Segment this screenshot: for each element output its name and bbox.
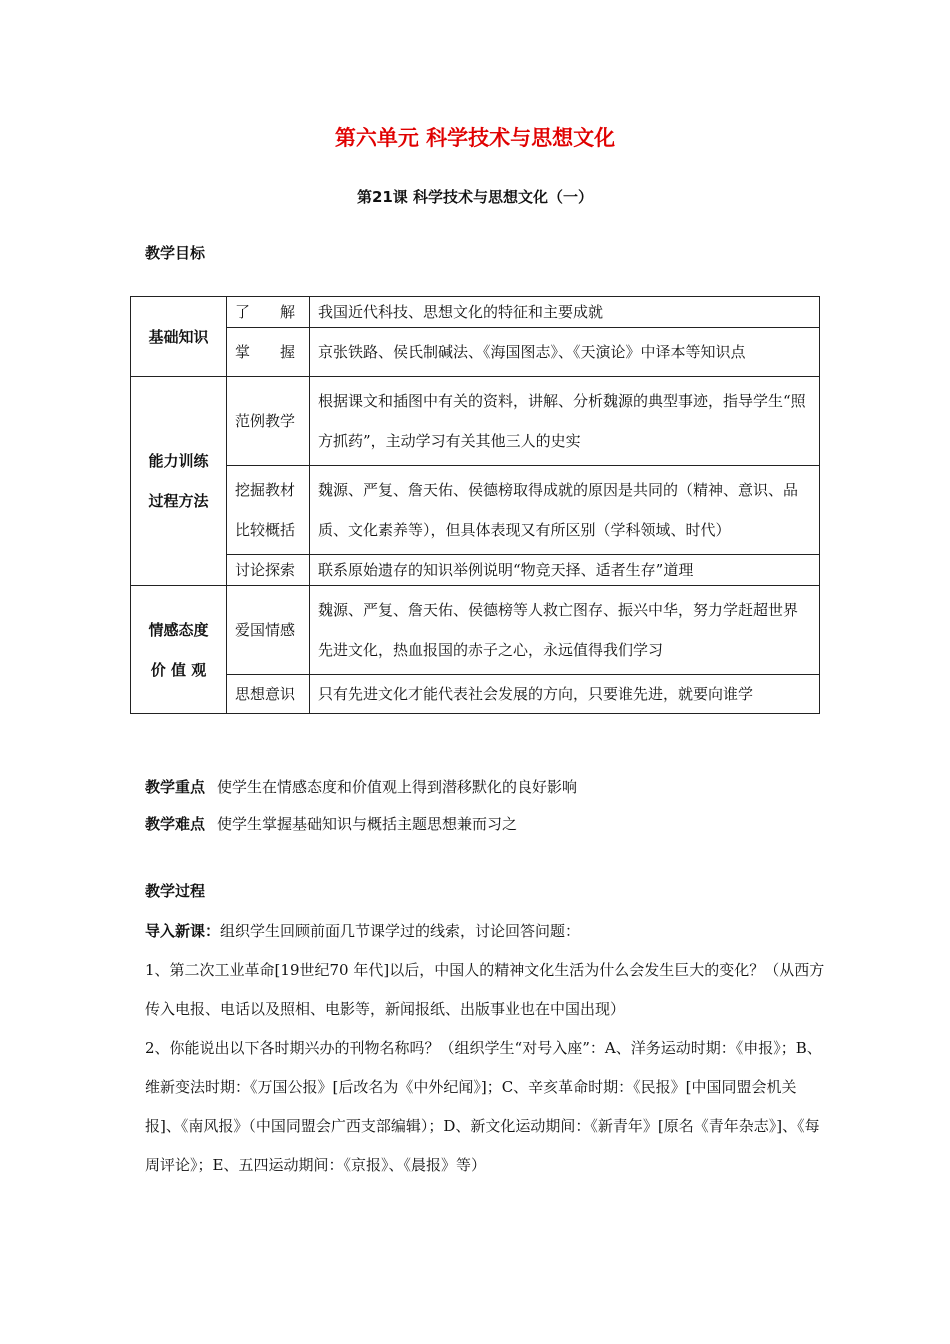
intro-paragraph — [145, 912, 825, 951]
category-line: 能力训练 — [148, 452, 209, 470]
row-label: 讨论探索 — [227, 555, 310, 586]
category-emotion-values — [131, 586, 227, 714]
teaching-goals-table — [130, 296, 820, 714]
table-row — [131, 586, 820, 675]
row-label: 爱国情感 — [227, 586, 310, 675]
label-line: 挖掘教材 — [235, 481, 296, 499]
row-label — [227, 466, 310, 555]
unit-title: 第六单元 科学技术与思想文化 — [334, 126, 616, 150]
difficult-point — [145, 813, 517, 834]
table-row — [131, 377, 820, 466]
row-text: 联系原始遗存的知识举例说明“物竞天择、适者生存”道理 — [310, 555, 820, 586]
row-text: 我国近代科技、思想文化的特征和主要成就 — [310, 297, 820, 328]
teaching-process — [145, 912, 825, 1185]
row-label: 思想意识 — [227, 675, 310, 714]
difficult-point-label: 教学难点 — [145, 815, 206, 833]
goals-heading: 教学目标 — [145, 244, 206, 262]
key-point-text: 使学生在情感态度和价值观上得到潜移默化的良好影响 — [217, 778, 578, 796]
category-line: 价 值 观 — [150, 660, 207, 679]
difficult-point-text: 使学生掌握基础知识与概括主题思想兼而习之 — [217, 815, 518, 833]
category-ability-training — [131, 377, 227, 586]
table-row — [131, 328, 820, 377]
key-point — [145, 776, 577, 797]
process-heading: 教学过程 — [145, 882, 206, 900]
table-row — [131, 297, 820, 328]
category-line: 情感态度 — [148, 620, 209, 639]
table-row — [131, 466, 820, 555]
table-row — [131, 675, 820, 714]
row-label: 了 解 — [227, 297, 310, 328]
key-point-label: 教学重点 — [145, 778, 206, 796]
row-text: 根据课文和插图中有关的资料，讲解、分析魏源的典型事迹，指导学生“照方抓药”，主动学习有关其他三人的史实 — [310, 377, 820, 466]
row-text: 只有先进文化才能代表社会发展的方向，只要谁先进，就要向谁学 — [310, 675, 820, 714]
category-basic-knowledge: 基础知识 — [131, 297, 227, 377]
intro-label: 导入新课： — [145, 922, 221, 940]
label-line: 比较概括 — [235, 521, 296, 539]
row-label: 范例教学 — [227, 377, 310, 466]
row-text: 京张铁路、侯氏制碱法、《海国图志》、《天演论》中译本等知识点 — [310, 328, 820, 377]
row-text: 魏源、严复、詹天佑、侯德榜等人救亡图存、振兴中华，努力学赶超世界先进文化，热血报国的赤子之心，永远值得我们学习 — [310, 586, 820, 675]
question-paragraph: 2、你能说出以下各时期兴办的刊物名称吗？（组织学生“对号入座”：A、洋务运动时期：《申报》；B、维新变法时期：《万国公报》[后改名为《中外纪闻》]；C、辛亥革命时期：《民报》[中国同盟会机关报]、《南风报》（中国同盟会广西支部编辑）；D、新文化运动期间：《新青年》[原名《青年杂志》]、《每周评论》；E、五四运动期间：《京报》、《晨报》等） — [145, 1039, 822, 1174]
row-label: 掌 握 — [227, 328, 310, 377]
intro-text: 组织学生回顾前面几节课学过的线索，讨论回答问题： — [220, 922, 581, 940]
lesson-title: 第21课 科学技术与思想文化（一） — [356, 188, 594, 206]
category-line: 过程方法 — [148, 492, 209, 510]
table-row — [131, 555, 820, 586]
question-paragraph: 1、第二次工业革命[19世纪70 年代]以后，中国人的精神文化生活为什么会发生巨大的变化？（从西方传入电报、电话以及照相、电影等，新闻报纸、出版事业也在中国出现） — [145, 961, 825, 1018]
row-text: 魏源、严复、詹天佑、侯德榜取得成就的原因是共同的（精神、意识、品质、文化素养等），但具体表现又有所区别（学科领域、时代） — [310, 466, 820, 555]
